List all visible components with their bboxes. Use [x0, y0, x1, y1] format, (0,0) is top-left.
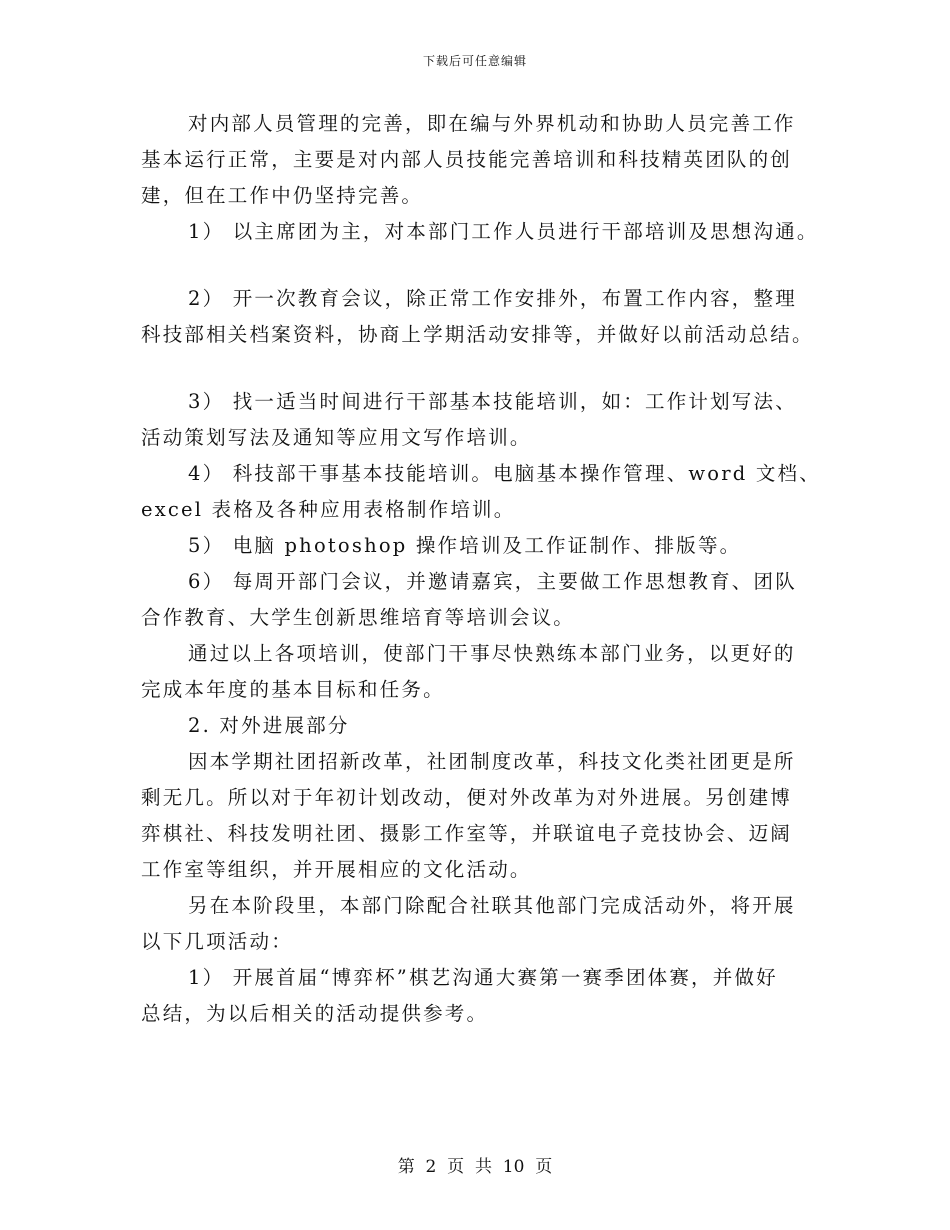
blank-line — [141, 250, 801, 281]
list-item-line: 活动策划写法及通知等应用文写作培训。 — [141, 426, 532, 449]
page-number: 第 2 页 共 10 页 — [397, 1157, 553, 1177]
paragraph-line: 建，但在工作中仍坚持完善。 — [141, 184, 424, 207]
paragraph-line: 因本学期社团招新改革，社团制度改革，科技文化类社团更是所 — [188, 750, 796, 773]
paragraph-line: 通过以上各项培训，使部门干事尽快熟练本部门业务，以更好的 — [188, 642, 796, 665]
paragraph-line: 另在本阶段里，本部门除配合社联其他部门完成活动外，将开展 — [188, 894, 796, 917]
list-item-line: excel 表格及各种应用表格制作培训。 — [141, 498, 516, 521]
paragraph-line: 对内部人员管理的完善，即在编与外界机动和协助人员完善工作 — [188, 112, 796, 135]
paragraph-line: 基本运行正常，主要是对内部人员技能完善培训和科技精英团队的创 — [141, 148, 793, 171]
list-item-line: 1） 开展首届“博弈杯”棋艺沟通大赛第一赛季团体赛，并做好 — [188, 966, 778, 989]
page-header: 下载后可任意编辑 — [422, 54, 527, 68]
paragraph-line: 弈棋社、科技发明社团、摄影工作室等，并联谊电子竞技协会、迈阔 — [141, 822, 793, 845]
paragraph-line: 以下几项活动： — [141, 930, 293, 953]
list-item-line: 3） 找一适当时间进行干部基本技能培训，如：工作计划写法、 — [188, 390, 797, 413]
paragraph-line: 工作室等组织，并开展相应的文化活动。 — [141, 858, 532, 881]
list-item-line: 4） 科技部干事基本技能培训。电脑基本操作管理、word 文档、 — [188, 462, 821, 485]
list-item-line: 合作教育、大学生创新思维培育等培训会议。 — [141, 606, 576, 629]
blank-line — [141, 353, 801, 384]
list-item-line: 总结，为以后相关的活动提供参考。 — [141, 1002, 489, 1025]
list-item-line: 6） 每周开部门会议，并邀请嘉宾，主要做工作思想教育、团队 — [188, 570, 797, 593]
list-item-line: 2） 开一次教育会议，除正常工作安排外，布置工作内容，整理 — [188, 287, 797, 310]
list-item-line: 5） 电脑 photoshop 操作培训及工作证制作、排版等。 — [188, 534, 742, 557]
section-heading: 2. 对外进展部分 — [188, 714, 350, 737]
paragraph-line: 剩无几。所以对于年初计划改动，便对外改革为对外进展。另创建博 — [141, 786, 793, 809]
paragraph-line: 完成本年度的基本目标和任务。 — [141, 678, 445, 701]
document-body — [141, 106, 821, 1032]
list-item-line: 1） 以主席团为主，对本部门工作人员进行干部培训及思想沟通。 — [188, 220, 819, 243]
list-item-line: 科技部相关档案资料，协商上学期活动安排等，并做好以前活动总结。 — [141, 323, 814, 346]
